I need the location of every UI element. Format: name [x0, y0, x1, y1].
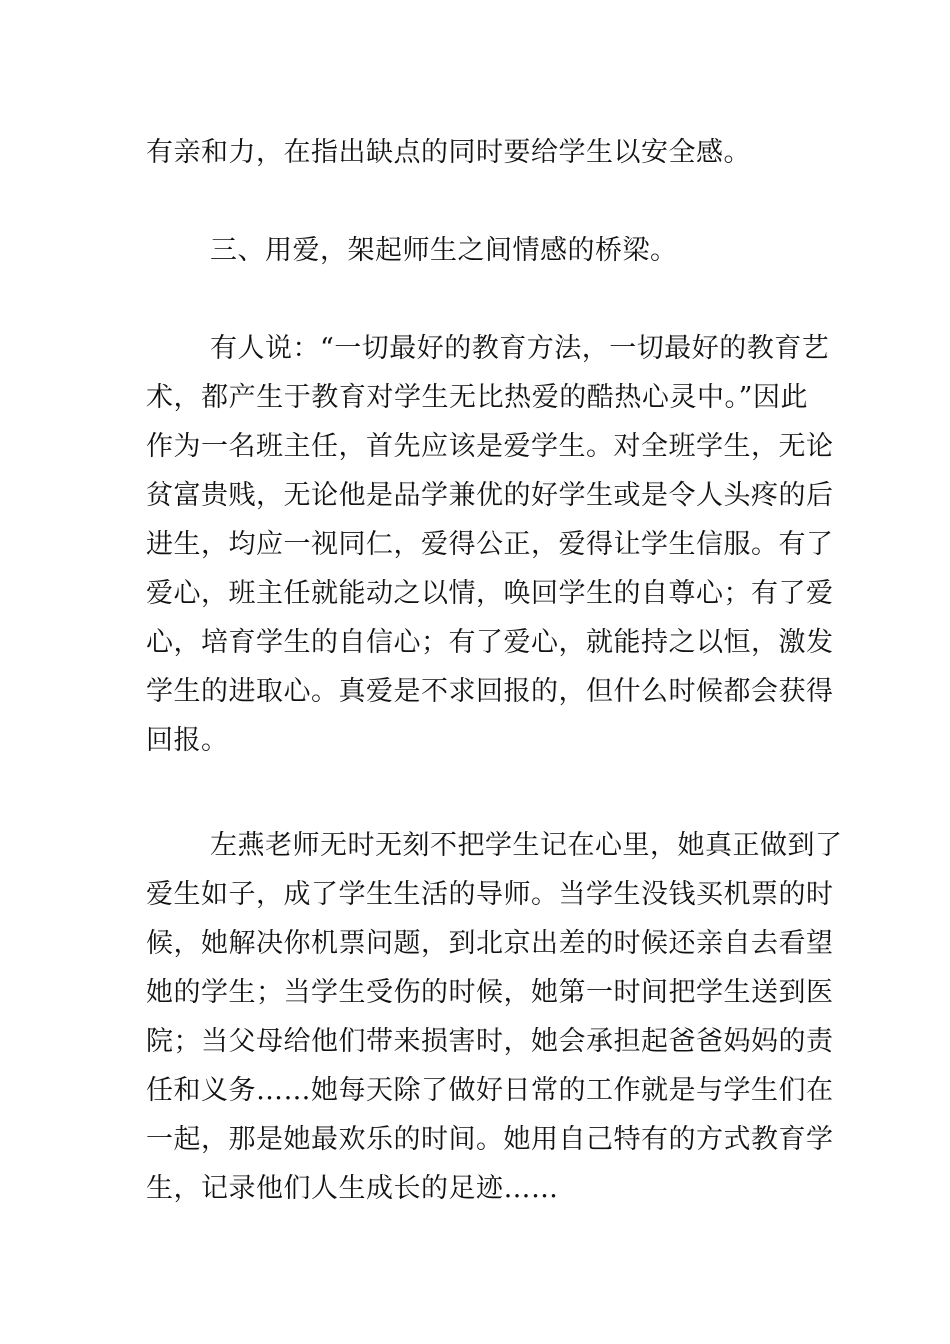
text-line: 一起，那是她最欢乐的时间。她用自己特有的方式教育学	[146, 1124, 834, 1155]
paragraph-continuation	[146, 128, 808, 177]
text-line: 候，她解决你机票问题，到北京出差的时候还亲自去看望	[146, 928, 834, 959]
text-line: 院；当父母给他们带来损害时，她会承担起爸爸妈妈的责	[146, 1026, 834, 1057]
text-line: 爱心，班主任就能动之以情，唤回学生的自尊心；有了爱	[146, 578, 834, 609]
section-heading	[146, 226, 808, 275]
heading-line: 三、用爱，架起师生之间情感的桥梁。	[210, 235, 678, 266]
text-line: 任和义务……她每天除了做好日常的工作就是与学生们在	[146, 1075, 834, 1106]
text-line: 心，培育学生的自信心；有了爱心，就能持之以恒，激发	[146, 627, 834, 658]
paragraph-teacher-example	[146, 821, 843, 1213]
text-line: 有亲和力，在指出缺点的同时要给学生以安全感。	[146, 137, 751, 168]
text-line: 学生的进取心。真爱是不求回报的，但什么时候都会获得	[146, 676, 834, 707]
paragraph-love-students	[146, 324, 834, 765]
text-line: 回报。	[146, 725, 229, 756]
text-line: 爱生如子，成了学生生活的导师。当学生没钱买机票的时	[146, 879, 834, 910]
text-line: 她的学生；当学生受伤的时候，她第一时间把学生送到医	[146, 977, 834, 1008]
text-line: 术，都产生于教育对学生无比热爱的酷热心灵中。”因此	[146, 382, 808, 413]
text-line: 贫富贵贱，无论他是品学兼优的好学生或是令人头疼的后	[146, 480, 834, 511]
text-line: 进生，均应一视同仁，爱得公正，爱得让学生信服。有了	[146, 529, 834, 560]
text-line: 生，记录他们人生成长的足迹……	[146, 1173, 559, 1204]
text-line: 作为一名班主任，首先应该是爱学生。对全班学生，无论	[146, 431, 834, 462]
text-line: 左燕老师无时无刻不把学生记在心里，她真正做到了	[210, 830, 843, 861]
text-line: 有人说：“一切最好的教育方法，一切最好的教育艺	[210, 333, 830, 364]
